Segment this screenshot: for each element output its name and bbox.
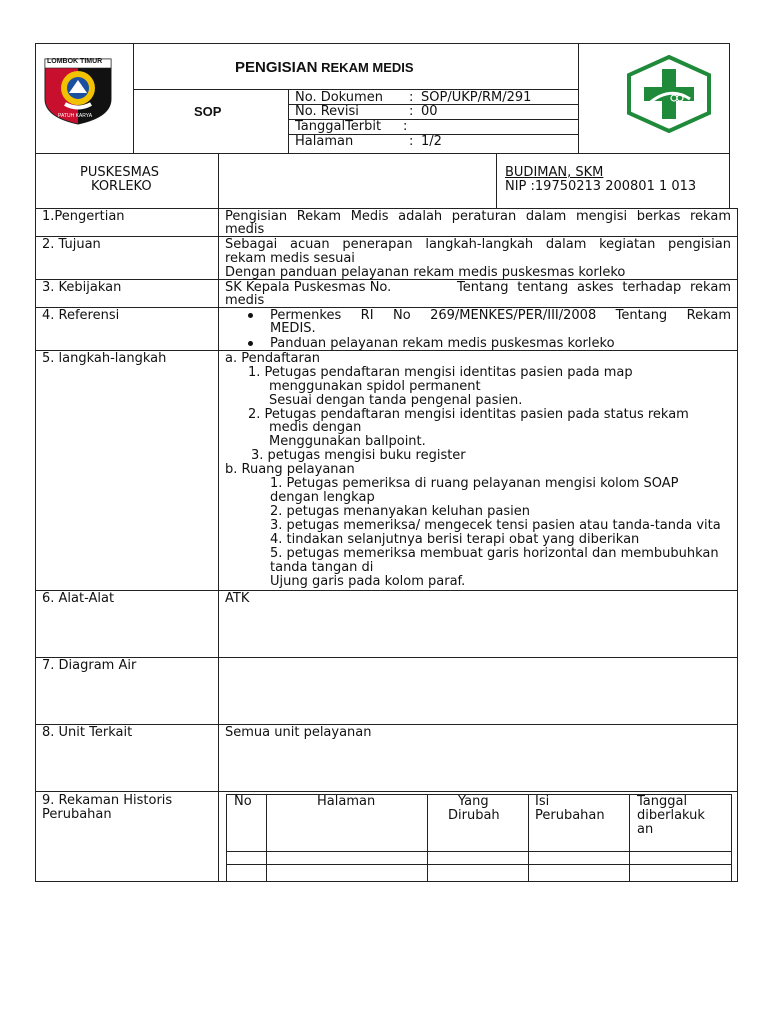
langkah-line: medis dengan <box>269 420 362 435</box>
ht-col-3 <box>528 794 529 881</box>
langkah-line: dengan lengkap <box>270 490 375 505</box>
tujuan-line1: Sebagai acuan penerapan langkah-langkah dalam kegiatan pengisian <box>225 237 731 252</box>
ht-col-4 <box>629 794 630 881</box>
ht-header-yang-2: Dirubah <box>448 808 500 823</box>
tujuan-line2: rekam medis sesuai <box>225 251 355 266</box>
row0-right <box>729 153 730 209</box>
header-border-right <box>729 43 730 154</box>
ht-header-no: No <box>234 794 252 809</box>
langkah-line: 5. petugas memeriksa membuat garis horizontal dan membubuhkan <box>270 546 719 561</box>
bullet-icon <box>248 341 253 346</box>
row0-divider-1 <box>218 153 219 209</box>
ht-right <box>731 794 732 881</box>
langkah-line: 2. Petugas pendaftaran mengisi identitas pasien pada status rekam <box>248 407 689 422</box>
puskesmas-logo <box>624 55 714 133</box>
row0-left <box>35 153 36 209</box>
pengertian-line1: Pengisian Rekam Medis adalah peraturan dalam mengisi berkas rekam <box>225 209 731 224</box>
row-line-5 <box>35 590 738 591</box>
langkah-line: tanda tangan di <box>270 560 374 575</box>
logo-top-text: LOMBOK TIMUR <box>47 58 103 65</box>
historis-label-line1: 9. Rekaman Historis <box>42 793 173 808</box>
ht-header-tanggal-3: an <box>637 822 654 837</box>
ht-header-yang-1: Yang <box>458 794 489 809</box>
unit-value: Semua unit pelayanan <box>225 725 372 740</box>
title-word-2: REKAM MEDIS <box>317 60 414 75</box>
header-border-left <box>35 43 36 154</box>
row-line-7 <box>35 724 738 725</box>
sop-label: SOP <box>194 104 222 119</box>
ht-header-isi-1: Isi <box>535 794 550 809</box>
history-table <box>226 794 732 881</box>
table-right <box>737 208 738 882</box>
langkah-line: Menggunakan ballpoint. <box>269 434 426 449</box>
ht-row-line-2 <box>226 864 732 865</box>
row-line-8 <box>35 791 738 792</box>
kebijakan-line1-part2: Tentang tentang askes terhadap rekam <box>457 280 731 295</box>
langkah-line: 1. Petugas pendaftaran mengisi identitas pasien pada map <box>248 365 633 380</box>
tujuan-line3: Dengan panduan pelayanan rekam medis puskesmas korleko <box>225 265 626 280</box>
bullet-icon <box>248 313 253 318</box>
table-bottom <box>35 881 738 882</box>
table-col-divider <box>218 208 219 882</box>
kebijakan-line2: medis <box>225 293 265 308</box>
referensi-item2: Panduan pelayanan rekam medis puskesmas korleko <box>270 336 615 351</box>
header-divider-right <box>578 43 579 154</box>
doc-key-3: Halaman <box>295 134 354 149</box>
doc-val-0: SOP/UKP/RM/291 <box>421 90 532 105</box>
header-border-top <box>35 43 730 44</box>
langkah-label: 5. langkah-langkah <box>42 351 167 366</box>
diagram-label: 7. Diagram Air <box>42 658 137 673</box>
langkah-line: 1. Petugas pemeriksa di ruang pelayanan mengisi kolom SOAP <box>270 476 679 491</box>
doc-sep-1: : <box>409 104 414 119</box>
ht-col-1 <box>266 794 267 881</box>
alat-label: 6. Alat-Alat <box>42 591 115 606</box>
doc-sep-0: : <box>409 90 414 105</box>
table-left <box>35 208 36 882</box>
doc-sep-2: : <box>403 119 408 134</box>
langkah-line: 3. petugas mengisi buku register <box>251 448 466 463</box>
ht-left <box>226 794 227 881</box>
header-divider-logo <box>133 43 134 154</box>
doc-val-1: 00 <box>421 104 438 119</box>
unit-label: 8. Unit Terkait <box>42 725 133 740</box>
signer-nip: NIP :19750213 200801 1 013 <box>505 179 697 194</box>
document-title <box>235 59 414 77</box>
langkah-line: Sesuai dengan tanda pengenal pasien. <box>269 393 523 408</box>
ht-header-tanggal-2: diberlakuk <box>637 808 705 823</box>
alat-value: ATK <box>225 591 250 606</box>
doc-key-0: No. Dokumen <box>295 90 383 105</box>
langkah-line: 2. petugas menanyakan keluhan pasien <box>270 504 530 519</box>
signer-name: BUDIMAN, SKM <box>505 165 604 180</box>
doc-key-2: TanggalTerbit <box>295 119 382 134</box>
doc-val-3: 1/2 <box>421 134 442 149</box>
historis-label-line2: Perubahan <box>42 807 112 822</box>
referensi-label: 4. Referensi <box>42 308 120 323</box>
langkah-line: 3. petugas memeriksa/ mengecek tensi pasien atau tanda-tanda vita <box>270 518 721 533</box>
doc-divider <box>288 89 289 154</box>
row-line-6 <box>35 657 738 658</box>
doc-key-1: No. Revisi <box>295 104 359 119</box>
kebijakan-line1-part1: SK Kepala Puskesmas No. <box>225 280 392 295</box>
ht-col-2 <box>427 794 428 881</box>
header-border-bottom <box>35 153 730 154</box>
logo-bottom-text: PATUH KARYA <box>58 113 93 119</box>
puskesmas-name-line1: PUSKESMAS <box>80 165 159 180</box>
tujuan-label: 2. Tujuan <box>42 237 101 252</box>
langkah-line: menggunakan spidol permanent <box>269 379 481 394</box>
langkah-line: a. Pendaftaran <box>225 351 321 366</box>
referensi-item1-line1: Permenkes RI No 269/MENKES/PER/III/2008 Tentang Rekam <box>270 308 731 323</box>
title-word-1: PENGISIAN <box>235 59 318 76</box>
doc-sep-3: : <box>409 134 414 149</box>
kebijakan-label: 3. Kebijakan <box>42 280 122 295</box>
ht-row-line-1 <box>226 851 732 852</box>
ht-header-halaman: Halaman <box>317 794 376 809</box>
row0-divider-2 <box>496 153 497 209</box>
ht-header-isi-2: Perubahan <box>535 808 605 823</box>
langkah-line: Ujung garis pada kolom paraf. <box>270 574 466 589</box>
langkah-line: b. Ruang pelayanan <box>225 462 355 477</box>
puskesmas-name-line2: KORLEKO <box>91 179 152 194</box>
pengertian-line2: medis <box>225 222 265 237</box>
ht-header-tanggal-1: Tanggal <box>637 794 688 809</box>
langkah-line: 4. tindakan selanjutnya berisi terapi obat yang diberikan <box>270 532 640 547</box>
referensi-item1-line2: MEDIS. <box>270 321 316 336</box>
pengertian-label: 1.Pengertian <box>42 209 125 224</box>
